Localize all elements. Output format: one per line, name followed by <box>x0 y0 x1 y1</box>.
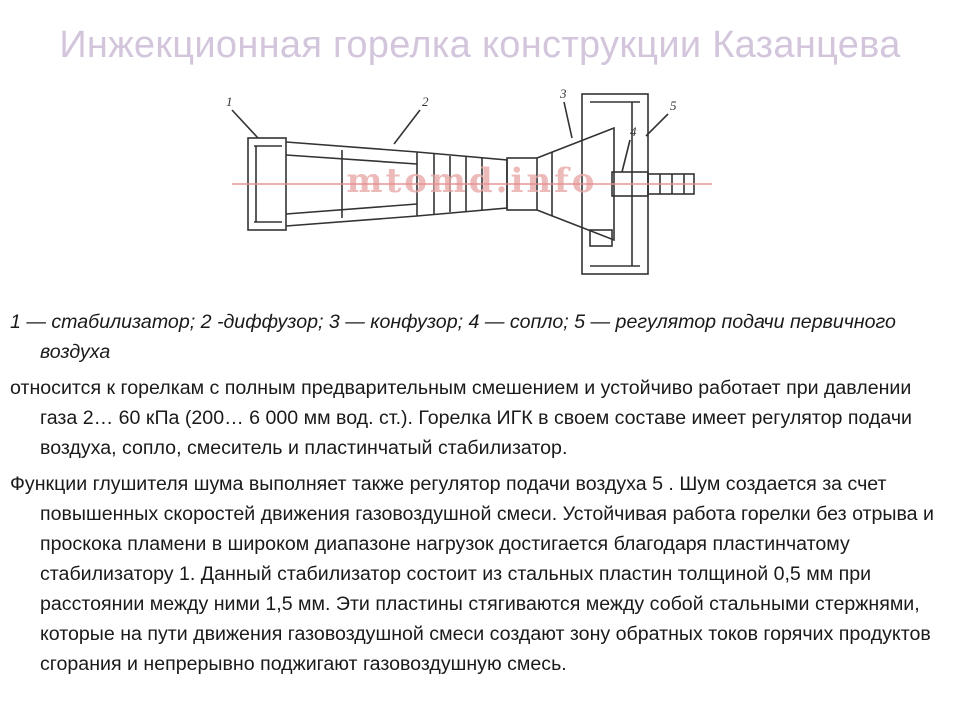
burner-diagram <box>222 80 722 290</box>
callout-5: 5 <box>670 98 677 113</box>
paragraph: Функции глушителя шума выполняет также регулятор подачи воздуха 5 . Шум создается за счет повышенных скоростей движения газовоздушной смеси. Устойчивая работа горелки без отрыва и проскока пламени в широком диапазоне нагрузок достигается благодаря пластинчатому стабилизатору 1. Данный стабилизатор состоит из стальных пластин толщиной 0,5 мм при расстоянии между ними 1,5 мм. Эти пластины стягиваются между собой стальными стержнями, которые на пути движения газовоздушной смеси создают зону обратных токов горячих продуктов сгорания и непрерывно поджигают газовоздушную смесь. <box>10 473 934 675</box>
callout-1: 1 <box>226 94 233 109</box>
callout-2: 2 <box>422 94 429 109</box>
watermark: mtomd.info <box>346 161 598 201</box>
slide-body <box>10 307 950 685</box>
callout-3: 3 <box>560 86 567 101</box>
figure-caption: 1 — стабилизатор; 2 -диффузор; 3 — конфузор; 4 — сопло; 5 — регулятор подачи первичного воздуха <box>10 311 896 363</box>
slide-title: Инжекционная горелка конструкции Казанцева <box>59 24 901 66</box>
paragraph: относится к горелкам с полным предварительным смешением и устойчиво работает при давлении газа 2… 60 кПа (200… 6 000 мм вод. ст.). Горелка ИГК в своем составе имеет регулятор подачи воздуха, сопло, смеситель и пластинчатый стабилизатор. <box>10 377 912 459</box>
callout-4: 4 <box>630 124 637 139</box>
